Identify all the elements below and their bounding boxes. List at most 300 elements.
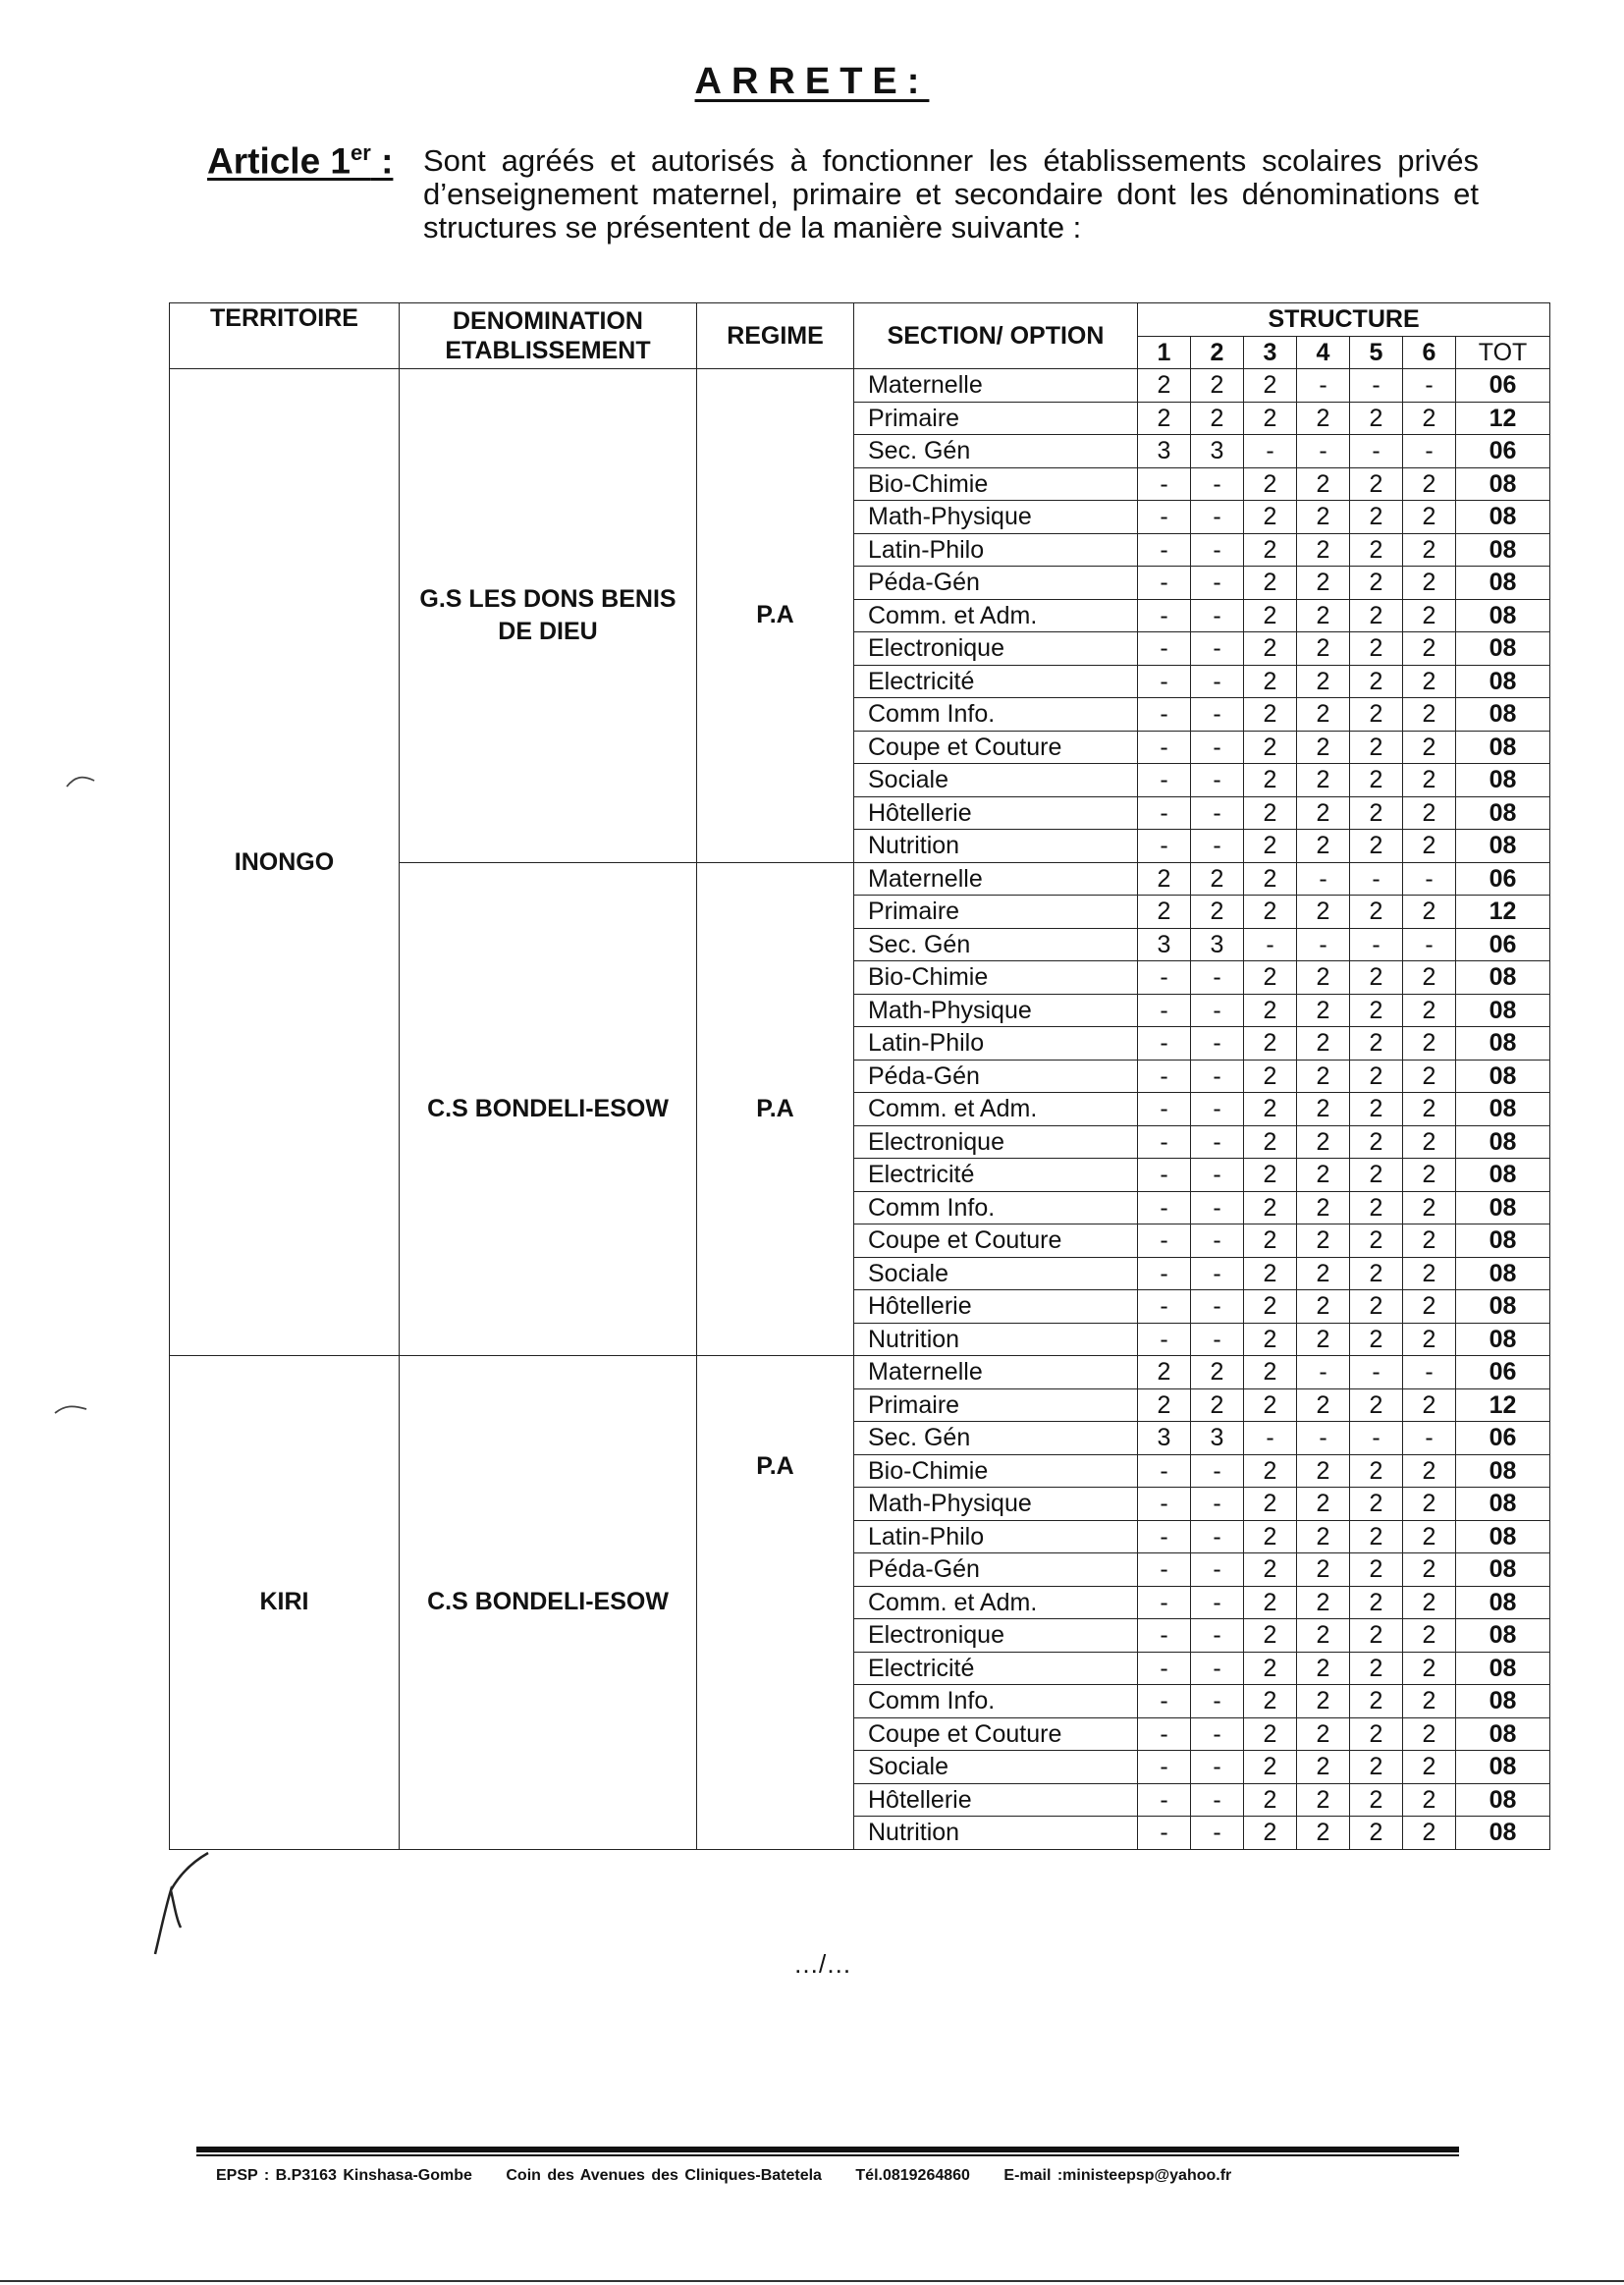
level-1-cell: - bbox=[1138, 764, 1191, 797]
level-3-cell: 2 bbox=[1244, 665, 1297, 698]
footer-rule bbox=[196, 2154, 1459, 2156]
total-cell: 08 bbox=[1456, 665, 1550, 698]
header-structure: STRUCTURE bbox=[1138, 303, 1550, 337]
level-5-cell: - bbox=[1350, 1356, 1403, 1389]
level-2-cell: 2 bbox=[1191, 862, 1244, 896]
level-6-cell: 2 bbox=[1403, 1751, 1456, 1784]
level-4-cell: 2 bbox=[1297, 533, 1350, 567]
level-2-cell: - bbox=[1191, 1817, 1244, 1850]
level-4-cell: 2 bbox=[1297, 1224, 1350, 1258]
level-1-cell: - bbox=[1138, 599, 1191, 632]
level-6-cell: - bbox=[1403, 862, 1456, 896]
level-4-cell: 2 bbox=[1297, 1751, 1350, 1784]
level-5-cell: 2 bbox=[1350, 467, 1403, 501]
level-4-cell: 2 bbox=[1297, 1191, 1350, 1224]
section-cell: Latin-Philo bbox=[854, 1520, 1138, 1553]
total-cell: 06 bbox=[1456, 369, 1550, 403]
level-3-cell: 2 bbox=[1244, 796, 1297, 830]
level-1-cell: - bbox=[1138, 665, 1191, 698]
footer-rule bbox=[196, 2147, 1459, 2152]
section-cell: Bio-Chimie bbox=[854, 1454, 1138, 1488]
structure-table bbox=[169, 302, 1550, 1850]
total-cell: 08 bbox=[1456, 1454, 1550, 1488]
total-cell: 08 bbox=[1456, 994, 1550, 1027]
level-5-cell: 2 bbox=[1350, 1454, 1403, 1488]
level-4-cell: 2 bbox=[1297, 1717, 1350, 1751]
section-cell: Sociale bbox=[854, 1257, 1138, 1290]
level-5-cell: 2 bbox=[1350, 1125, 1403, 1159]
level-3-cell: 2 bbox=[1244, 1652, 1297, 1685]
level-5-cell: 2 bbox=[1350, 1751, 1403, 1784]
level-6-cell: 2 bbox=[1403, 830, 1456, 863]
level-5-cell: - bbox=[1350, 928, 1403, 961]
level-4-cell: 2 bbox=[1297, 1488, 1350, 1521]
section-cell: Math-Physique bbox=[854, 1488, 1138, 1521]
section-cell: Electronique bbox=[854, 632, 1138, 666]
level-1-cell: - bbox=[1138, 1751, 1191, 1784]
level-3-cell: - bbox=[1244, 1422, 1297, 1455]
level-3-cell: 2 bbox=[1244, 1323, 1297, 1356]
level-5-cell: 2 bbox=[1350, 731, 1403, 764]
level-3-cell: 2 bbox=[1244, 599, 1297, 632]
level-2-cell: 2 bbox=[1191, 402, 1244, 435]
level-1-cell: - bbox=[1138, 1817, 1191, 1850]
section-cell: Latin-Philo bbox=[854, 1027, 1138, 1061]
level-1-cell: 3 bbox=[1138, 928, 1191, 961]
level-1-cell: - bbox=[1138, 1454, 1191, 1488]
level-2-cell: - bbox=[1191, 1488, 1244, 1521]
total-cell: 08 bbox=[1456, 1257, 1550, 1290]
level-2-cell: - bbox=[1191, 1290, 1244, 1324]
header-level-6: 6 bbox=[1403, 336, 1456, 369]
level-6-cell: 2 bbox=[1403, 1093, 1456, 1126]
footer-email: E-mail :ministeepsp@yahoo.fr bbox=[1003, 2167, 1232, 2184]
section-cell: Sociale bbox=[854, 1751, 1138, 1784]
section-cell: Péda-Gén bbox=[854, 1060, 1138, 1093]
article-label-suffix: : bbox=[370, 140, 394, 182]
level-4-cell: 2 bbox=[1297, 402, 1350, 435]
total-cell: 06 bbox=[1456, 1356, 1550, 1389]
total-cell: 08 bbox=[1456, 1520, 1550, 1553]
level-6-cell: - bbox=[1403, 1356, 1456, 1389]
level-2-cell: - bbox=[1191, 501, 1244, 534]
level-2-cell: - bbox=[1191, 1619, 1244, 1653]
total-cell: 08 bbox=[1456, 1817, 1550, 1850]
level-3-cell: 2 bbox=[1244, 1685, 1297, 1718]
total-cell: 08 bbox=[1456, 1652, 1550, 1685]
level-5-cell: 2 bbox=[1350, 402, 1403, 435]
level-4-cell: - bbox=[1297, 369, 1350, 403]
level-6-cell: 2 bbox=[1403, 402, 1456, 435]
level-2-cell: - bbox=[1191, 1553, 1244, 1587]
level-6-cell: 2 bbox=[1403, 1619, 1456, 1653]
level-6-cell: 2 bbox=[1403, 533, 1456, 567]
level-1-cell: - bbox=[1138, 698, 1191, 732]
total-cell: 08 bbox=[1456, 1586, 1550, 1619]
total-cell: 08 bbox=[1456, 961, 1550, 995]
level-2-cell: - bbox=[1191, 830, 1244, 863]
level-6-cell: 2 bbox=[1403, 1027, 1456, 1061]
level-5-cell: - bbox=[1350, 435, 1403, 468]
level-2-cell: - bbox=[1191, 698, 1244, 732]
level-1-cell: - bbox=[1138, 994, 1191, 1027]
level-1-cell: - bbox=[1138, 567, 1191, 600]
level-2-cell: - bbox=[1191, 1717, 1244, 1751]
level-1-cell: - bbox=[1138, 1652, 1191, 1685]
level-2-cell: - bbox=[1191, 731, 1244, 764]
level-3-cell: 2 bbox=[1244, 1191, 1297, 1224]
level-2-cell: - bbox=[1191, 1586, 1244, 1619]
article-label-sup: er bbox=[351, 140, 371, 165]
level-3-cell: - bbox=[1244, 928, 1297, 961]
article-text: Sont agréés et autorisés à fonctionner les établissements scolaires privés d’enseignement maternel, primaire et secondaire dont les dénominations et structures se présentent de la manière suivante : bbox=[423, 143, 1479, 245]
level-6-cell: 2 bbox=[1403, 1685, 1456, 1718]
level-1-cell: - bbox=[1138, 533, 1191, 567]
header-level-4: 4 bbox=[1297, 336, 1350, 369]
level-5-cell: - bbox=[1350, 862, 1403, 896]
level-2-cell: 2 bbox=[1191, 369, 1244, 403]
level-3-cell: 2 bbox=[1244, 1060, 1297, 1093]
total-cell: 08 bbox=[1456, 1027, 1550, 1061]
level-3-cell: 2 bbox=[1244, 896, 1297, 929]
territoire-cell: KIRI bbox=[170, 1356, 400, 1850]
continuation-mark: …/… bbox=[793, 1949, 852, 1979]
level-2-cell: 3 bbox=[1191, 435, 1244, 468]
level-1-cell: 2 bbox=[1138, 896, 1191, 929]
level-2-cell: - bbox=[1191, 1257, 1244, 1290]
section-cell: Electricité bbox=[854, 1652, 1138, 1685]
footer-address: EPSP : B.P3163 Kinshasa-Gombe bbox=[216, 2167, 472, 2184]
level-4-cell: 2 bbox=[1297, 1586, 1350, 1619]
level-4-cell: 2 bbox=[1297, 665, 1350, 698]
level-2-cell: - bbox=[1191, 567, 1244, 600]
header-denomination: DENOMINATION ETABLISSEMENT bbox=[400, 303, 697, 369]
section-cell: Nutrition bbox=[854, 830, 1138, 863]
total-cell: 08 bbox=[1456, 467, 1550, 501]
section-cell: Bio-Chimie bbox=[854, 961, 1138, 995]
denomination-cell: G.S LES DONS BENIS DE DIEU bbox=[400, 369, 697, 863]
level-3-cell: 2 bbox=[1244, 402, 1297, 435]
footer-tel: Tél.0819264860 bbox=[855, 2167, 970, 2184]
level-2-cell: - bbox=[1191, 665, 1244, 698]
level-1-cell: - bbox=[1138, 1323, 1191, 1356]
level-6-cell: 2 bbox=[1403, 1060, 1456, 1093]
level-2-cell: - bbox=[1191, 1751, 1244, 1784]
level-6-cell: 2 bbox=[1403, 1488, 1456, 1521]
total-cell: 08 bbox=[1456, 1224, 1550, 1258]
total-cell: 08 bbox=[1456, 796, 1550, 830]
total-cell: 08 bbox=[1456, 501, 1550, 534]
level-1-cell: 2 bbox=[1138, 369, 1191, 403]
level-2-cell: - bbox=[1191, 1224, 1244, 1258]
level-6-cell: 2 bbox=[1403, 665, 1456, 698]
total-cell: 06 bbox=[1456, 862, 1550, 896]
level-6-cell: 2 bbox=[1403, 731, 1456, 764]
level-1-cell: - bbox=[1138, 1093, 1191, 1126]
level-3-cell: 2 bbox=[1244, 1159, 1297, 1192]
level-5-cell: 2 bbox=[1350, 764, 1403, 797]
level-3-cell: 2 bbox=[1244, 1224, 1297, 1258]
level-6-cell: 2 bbox=[1403, 467, 1456, 501]
total-cell: 08 bbox=[1456, 1323, 1550, 1356]
level-2-cell: - bbox=[1191, 632, 1244, 666]
level-2-cell: - bbox=[1191, 1191, 1244, 1224]
level-6-cell: 2 bbox=[1403, 1388, 1456, 1422]
total-cell: 12 bbox=[1456, 402, 1550, 435]
level-4-cell: 2 bbox=[1297, 1388, 1350, 1422]
level-2-cell: - bbox=[1191, 1652, 1244, 1685]
page-edge-line bbox=[0, 2280, 1624, 2282]
total-cell: 08 bbox=[1456, 1783, 1550, 1817]
total-cell: 08 bbox=[1456, 830, 1550, 863]
level-2-cell: 3 bbox=[1191, 1422, 1244, 1455]
total-cell: 06 bbox=[1456, 928, 1550, 961]
level-5-cell: 2 bbox=[1350, 1520, 1403, 1553]
total-cell: 08 bbox=[1456, 1751, 1550, 1784]
level-2-cell: - bbox=[1191, 1520, 1244, 1553]
level-1-cell: - bbox=[1138, 1191, 1191, 1224]
section-cell: Hôtellerie bbox=[854, 796, 1138, 830]
level-5-cell: 2 bbox=[1350, 896, 1403, 929]
level-4-cell: 2 bbox=[1297, 731, 1350, 764]
header-level-5: 5 bbox=[1350, 336, 1403, 369]
total-cell: 08 bbox=[1456, 1191, 1550, 1224]
total-cell: 08 bbox=[1456, 1093, 1550, 1126]
level-6-cell: 2 bbox=[1403, 1191, 1456, 1224]
level-3-cell: - bbox=[1244, 435, 1297, 468]
section-cell: Coupe et Couture bbox=[854, 1717, 1138, 1751]
header-territoire: TERRITOIRE bbox=[170, 303, 400, 369]
header-level-1: 1 bbox=[1138, 336, 1191, 369]
table-body bbox=[170, 369, 1550, 1850]
total-cell: 08 bbox=[1456, 1125, 1550, 1159]
level-4-cell: 2 bbox=[1297, 764, 1350, 797]
level-5-cell: 2 bbox=[1350, 1323, 1403, 1356]
level-6-cell: - bbox=[1403, 928, 1456, 961]
section-cell: Hôtellerie bbox=[854, 1290, 1138, 1324]
level-2-cell: - bbox=[1191, 1323, 1244, 1356]
level-4-cell: 2 bbox=[1297, 896, 1350, 929]
total-cell: 08 bbox=[1456, 1553, 1550, 1587]
level-2-cell: 2 bbox=[1191, 1388, 1244, 1422]
total-cell: 12 bbox=[1456, 896, 1550, 929]
level-1-cell: - bbox=[1138, 1060, 1191, 1093]
level-6-cell: 2 bbox=[1403, 1520, 1456, 1553]
header-level-3: 3 bbox=[1244, 336, 1297, 369]
header-level-2: 2 bbox=[1191, 336, 1244, 369]
level-5-cell: 2 bbox=[1350, 1159, 1403, 1192]
total-cell: 08 bbox=[1456, 1060, 1550, 1093]
section-cell: Maternelle bbox=[854, 1356, 1138, 1389]
total-cell: 08 bbox=[1456, 599, 1550, 632]
level-6-cell: 2 bbox=[1403, 1454, 1456, 1488]
total-cell: 08 bbox=[1456, 1159, 1550, 1192]
level-4-cell: 2 bbox=[1297, 1685, 1350, 1718]
level-4-cell: - bbox=[1297, 435, 1350, 468]
level-4-cell: 2 bbox=[1297, 830, 1350, 863]
level-4-cell: 2 bbox=[1297, 994, 1350, 1027]
level-5-cell: 2 bbox=[1350, 1817, 1403, 1850]
header-regime: REGIME bbox=[697, 303, 854, 369]
level-6-cell: 2 bbox=[1403, 1125, 1456, 1159]
level-5-cell: 2 bbox=[1350, 1553, 1403, 1587]
level-3-cell: 2 bbox=[1244, 1356, 1297, 1389]
regime-cell: P.A bbox=[697, 1356, 854, 1850]
level-1-cell: - bbox=[1138, 1717, 1191, 1751]
level-3-cell: 2 bbox=[1244, 533, 1297, 567]
level-2-cell: - bbox=[1191, 796, 1244, 830]
level-4-cell: 2 bbox=[1297, 1125, 1350, 1159]
level-1-cell: - bbox=[1138, 1783, 1191, 1817]
section-cell: Comm. et Adm. bbox=[854, 599, 1138, 632]
level-1-cell: - bbox=[1138, 961, 1191, 995]
section-cell: Comm Info. bbox=[854, 1685, 1138, 1718]
level-3-cell: 2 bbox=[1244, 1488, 1297, 1521]
total-cell: 08 bbox=[1456, 1717, 1550, 1751]
level-5-cell: 2 bbox=[1350, 994, 1403, 1027]
level-3-cell: 2 bbox=[1244, 1553, 1297, 1587]
header-section: SECTION/ OPTION bbox=[854, 303, 1138, 369]
level-2-cell: - bbox=[1191, 1093, 1244, 1126]
section-cell: Primaire bbox=[854, 1388, 1138, 1422]
level-4-cell: 2 bbox=[1297, 1652, 1350, 1685]
level-6-cell: 2 bbox=[1403, 1159, 1456, 1192]
section-cell: Bio-Chimie bbox=[854, 467, 1138, 501]
section-cell: Nutrition bbox=[854, 1323, 1138, 1356]
total-cell: 08 bbox=[1456, 567, 1550, 600]
level-3-cell: 2 bbox=[1244, 1125, 1297, 1159]
section-cell: Coupe et Couture bbox=[854, 1224, 1138, 1258]
section-cell: Electricité bbox=[854, 665, 1138, 698]
level-2-cell: 3 bbox=[1191, 928, 1244, 961]
level-2-cell: 2 bbox=[1191, 1356, 1244, 1389]
level-6-cell: 2 bbox=[1403, 567, 1456, 600]
level-5-cell: - bbox=[1350, 1422, 1403, 1455]
level-1-cell: - bbox=[1138, 1290, 1191, 1324]
level-4-cell: - bbox=[1297, 1422, 1350, 1455]
level-2-cell: - bbox=[1191, 1159, 1244, 1192]
section-cell: Nutrition bbox=[854, 1817, 1138, 1850]
level-6-cell: 2 bbox=[1403, 961, 1456, 995]
level-2-cell: - bbox=[1191, 1454, 1244, 1488]
level-3-cell: 2 bbox=[1244, 830, 1297, 863]
level-3-cell: 2 bbox=[1244, 994, 1297, 1027]
level-4-cell: 2 bbox=[1297, 599, 1350, 632]
level-1-cell: - bbox=[1138, 1257, 1191, 1290]
level-1-cell: 3 bbox=[1138, 435, 1191, 468]
level-6-cell: 2 bbox=[1403, 1257, 1456, 1290]
level-5-cell: 2 bbox=[1350, 830, 1403, 863]
level-4-cell: 2 bbox=[1297, 1290, 1350, 1324]
level-5-cell: - bbox=[1350, 369, 1403, 403]
level-2-cell: - bbox=[1191, 764, 1244, 797]
level-2-cell: - bbox=[1191, 1060, 1244, 1093]
level-1-cell: - bbox=[1138, 501, 1191, 534]
level-4-cell: 2 bbox=[1297, 1093, 1350, 1126]
level-1-cell: - bbox=[1138, 1125, 1191, 1159]
level-3-cell: 2 bbox=[1244, 467, 1297, 501]
section-cell: Primaire bbox=[854, 896, 1138, 929]
level-5-cell: 2 bbox=[1350, 1388, 1403, 1422]
level-5-cell: 2 bbox=[1350, 1619, 1403, 1653]
territoire-cell: INONGO bbox=[170, 369, 400, 1356]
section-cell: Sociale bbox=[854, 764, 1138, 797]
level-5-cell: 2 bbox=[1350, 796, 1403, 830]
level-1-cell: - bbox=[1138, 1685, 1191, 1718]
level-6-cell: 2 bbox=[1403, 1224, 1456, 1258]
section-cell: Hôtellerie bbox=[854, 1783, 1138, 1817]
level-2-cell: - bbox=[1191, 994, 1244, 1027]
level-6-cell: 2 bbox=[1403, 764, 1456, 797]
level-5-cell: 2 bbox=[1350, 1488, 1403, 1521]
level-4-cell: 2 bbox=[1297, 467, 1350, 501]
level-5-cell: 2 bbox=[1350, 599, 1403, 632]
section-cell: Péda-Gén bbox=[854, 1553, 1138, 1587]
section-cell: Maternelle bbox=[854, 369, 1138, 403]
level-4-cell: 2 bbox=[1297, 1257, 1350, 1290]
level-6-cell: 2 bbox=[1403, 1817, 1456, 1850]
level-1-cell: 2 bbox=[1138, 1388, 1191, 1422]
level-5-cell: 2 bbox=[1350, 1027, 1403, 1061]
level-6-cell: 2 bbox=[1403, 994, 1456, 1027]
footer-corner: Coin des Avenues des Cliniques-Batetela bbox=[506, 2167, 822, 2184]
page-title: ARRETE: bbox=[694, 61, 930, 102]
level-3-cell: 2 bbox=[1244, 632, 1297, 666]
level-3-cell: 2 bbox=[1244, 567, 1297, 600]
total-cell: 08 bbox=[1456, 731, 1550, 764]
level-4-cell: 2 bbox=[1297, 567, 1350, 600]
level-6-cell: 2 bbox=[1403, 1652, 1456, 1685]
level-5-cell: 2 bbox=[1350, 1060, 1403, 1093]
level-1-cell: - bbox=[1138, 830, 1191, 863]
level-6-cell: 2 bbox=[1403, 632, 1456, 666]
total-cell: 08 bbox=[1456, 764, 1550, 797]
level-5-cell: 2 bbox=[1350, 961, 1403, 995]
level-5-cell: 2 bbox=[1350, 1257, 1403, 1290]
level-5-cell: 2 bbox=[1350, 501, 1403, 534]
section-cell: Sec. Gén bbox=[854, 1422, 1138, 1455]
footer bbox=[216, 2167, 1259, 2185]
level-3-cell: 2 bbox=[1244, 731, 1297, 764]
level-5-cell: 2 bbox=[1350, 698, 1403, 732]
level-1-cell: 3 bbox=[1138, 1422, 1191, 1455]
level-1-cell: - bbox=[1138, 1619, 1191, 1653]
table-row bbox=[170, 369, 1550, 403]
regime-cell: P.A bbox=[697, 369, 854, 863]
level-1-cell: - bbox=[1138, 731, 1191, 764]
level-1-cell: - bbox=[1138, 1224, 1191, 1258]
level-5-cell: 2 bbox=[1350, 567, 1403, 600]
section-cell: Electronique bbox=[854, 1125, 1138, 1159]
level-6-cell: - bbox=[1403, 1422, 1456, 1455]
level-3-cell: 2 bbox=[1244, 764, 1297, 797]
level-2-cell: - bbox=[1191, 1027, 1244, 1061]
level-1-cell: - bbox=[1138, 1553, 1191, 1587]
level-4-cell: 2 bbox=[1297, 501, 1350, 534]
total-cell: 06 bbox=[1456, 1422, 1550, 1455]
level-4-cell: 2 bbox=[1297, 1553, 1350, 1587]
total-cell: 08 bbox=[1456, 1685, 1550, 1718]
total-cell: 08 bbox=[1456, 1290, 1550, 1324]
level-1-cell: - bbox=[1138, 1586, 1191, 1619]
total-cell: 12 bbox=[1456, 1388, 1550, 1422]
section-cell: Math-Physique bbox=[854, 994, 1138, 1027]
level-3-cell: 2 bbox=[1244, 1290, 1297, 1324]
section-cell: Latin-Philo bbox=[854, 533, 1138, 567]
level-6-cell: 2 bbox=[1403, 796, 1456, 830]
level-5-cell: 2 bbox=[1350, 533, 1403, 567]
level-2-cell: - bbox=[1191, 1685, 1244, 1718]
